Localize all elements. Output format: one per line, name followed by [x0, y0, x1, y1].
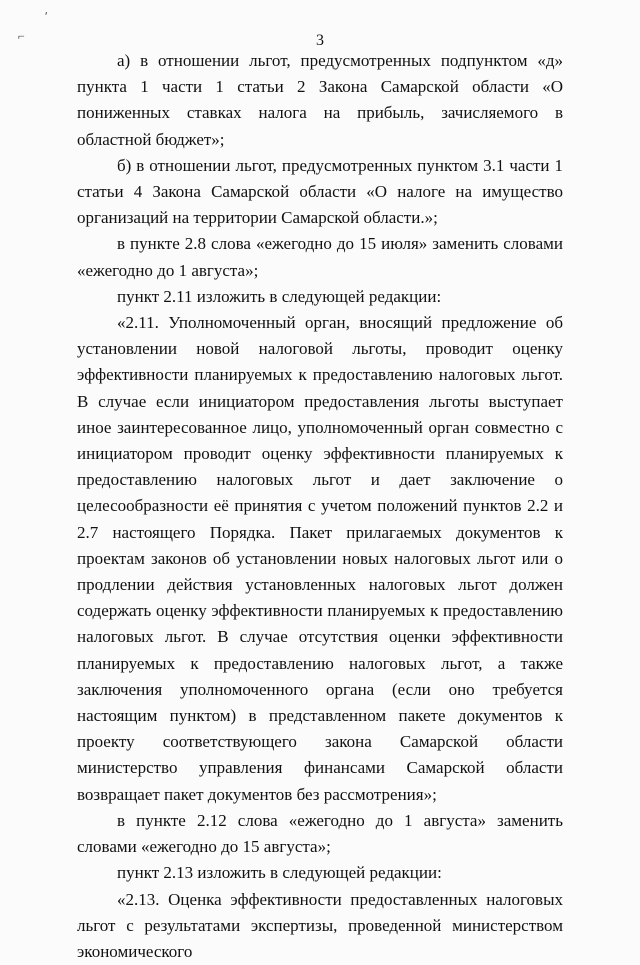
paragraph-a: а) в отношении льгот, предусмотренных подпунктом «д» пункта 1 части 1 статьи 2 Закона Самарской области «О пониженных ставках налога на прибыль, зачисляемого в областной бюджет»; [77, 48, 563, 153]
scan-mark-top: ʹ [45, 10, 48, 22]
paragraph-2-13-intro: пункт 2.13 изложить в следующей редакции: [77, 860, 563, 886]
scan-mark-left: ⌐ [18, 30, 25, 42]
paragraph-2-8: в пункте 2.8 слова «ежегодно до 15 июля» заменить словами «ежегодно до 1 августа»; [77, 231, 563, 283]
document-body [77, 48, 563, 965]
paragraph-2-13-text: «2.13. Оценка эффективности предоставленных налоговых льгот с результатами экспертизы, проведенной министерством экономического [77, 887, 563, 965]
page-number: 3 [0, 32, 640, 50]
paragraph-b: б) в отношении льгот, предусмотренных пунктом 3.1 части 1 статьи 4 Закона Самарской области «О налоге на имущество организаций на территории Самарской области.»; [77, 153, 563, 232]
paragraph-2-12: в пункте 2.12 слова «ежегодно до 1 августа» заменить словами «ежегодно до 15 августа»; [77, 808, 563, 860]
paragraph-2-11-intro: пункт 2.11 изложить в следующей редакции: [77, 284, 563, 310]
paragraph-2-11-text: «2.11. Уполномоченный орган, вносящий предложение об установлении новой налоговой льготы, проводит оценку эффективности планируемых к предоставлению налоговых льгот. В случае если инициатором предоставления льготы выступает иное заинтересованное лицо, уполномоченный орган совместно с инициатором проводит оценку эффективности планируемых к предоставлению налоговых льгот и дает заключение о целесообразности её принятия с учетом положений пунктов 2.2 и 2.7 настоящего Порядка. Пакет прилагаемых документов к проектам законов об установлении новых налоговых льгот или о продлении действия установленных налоговых льгот должен содержать оценку эффективности планируемых к предоставлению налоговых льгот. В случае отсутствия оценки эффективности планируемых к предоставлению налоговых льгот, а также заключения уполномоченного органа (если оно требуется настоящим пунктом) в представленном пакете документов к проекту соответствующего закона Самарской области министерство управления финансами Самарской области возвращает пакет документов без рассмотрения»; [77, 310, 563, 808]
